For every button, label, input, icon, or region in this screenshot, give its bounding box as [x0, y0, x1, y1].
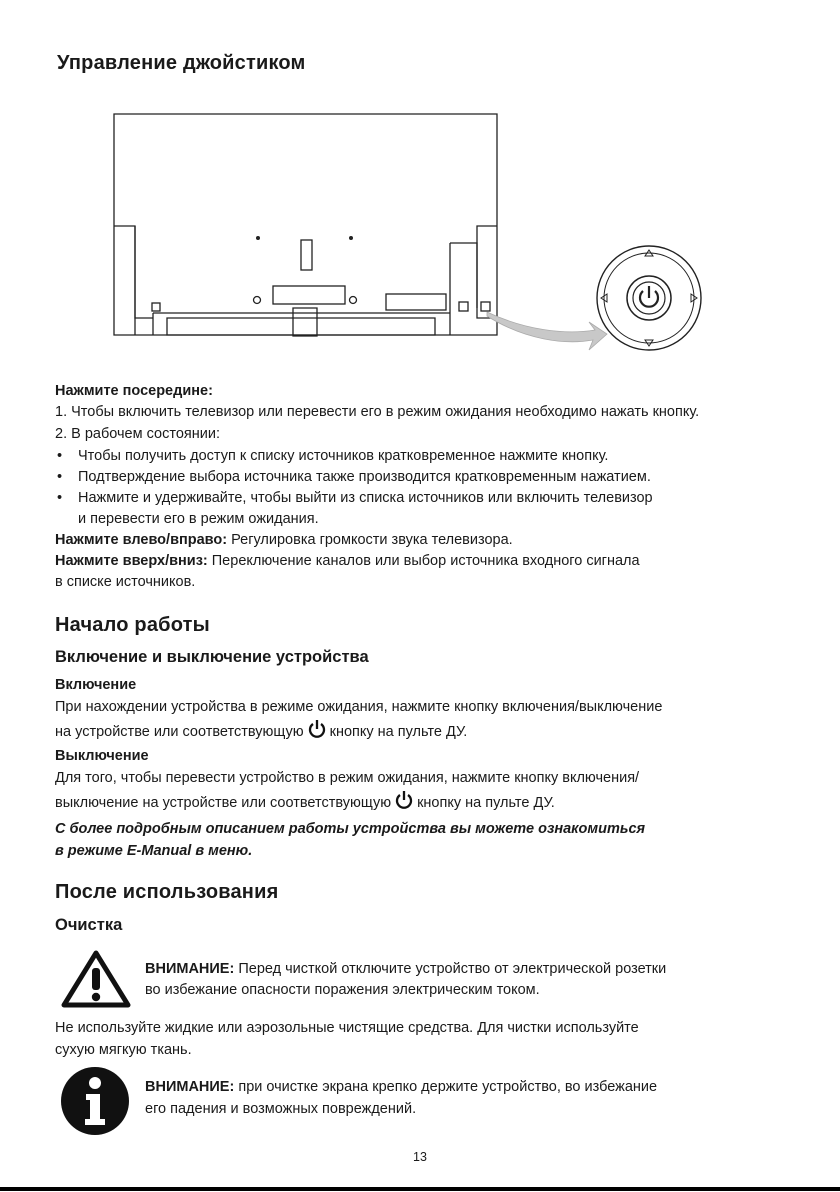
power-on-line-1: При нахождении устройства в режиме ожидания, нажмите кнопку включения/выключение: [55, 699, 663, 715]
info-icon: [60, 1066, 130, 1136]
press-center-heading: Нажмите посередине:: [55, 383, 213, 399]
left-right-instruction: [55, 530, 513, 551]
power-off-line-1: Для того, чтобы перевести устройство в режим ожидания, нажмите кнопку включения/: [55, 770, 640, 786]
power-icon: [306, 719, 328, 739]
page-number: 13: [413, 1150, 427, 1164]
section-title-getting-started: Начало работы: [55, 614, 210, 636]
power-off-line-2: [55, 790, 555, 814]
bullet-item: Чтобы получить доступ к списку источников кратковременное нажмите кнопку.: [78, 448, 609, 464]
power-off-line-2a: выключение на устройстве или соответствующую: [55, 795, 392, 811]
warning-1-line-1: [145, 959, 666, 980]
instruction-line-1: 1. Чтобы включить телевизор или перевести его в режим ожидания необходимо нажать кнопку.: [55, 404, 700, 420]
footer-rule: [0, 1187, 840, 1191]
cleaning-body-line-2: сухую мягкую ткань.: [55, 1042, 192, 1058]
power-icon: [393, 790, 415, 810]
tv-back-illustration: [105, 108, 505, 348]
bullet-item: Нажмите и удерживайте, чтобы выйти из списка источников или включить телевизор: [78, 490, 653, 506]
up-down-continuation: в списке источников.: [55, 574, 196, 590]
bullet-marker: •: [57, 469, 63, 485]
instruction-line-2: 2. В рабочем состоянии:: [55, 426, 220, 442]
power-on-line-2: [55, 719, 467, 743]
section-title-joystick: Управление джойстиком: [57, 52, 306, 74]
warning-1-text: Перед чисткой отключите устройство от электрической розетки: [234, 961, 667, 977]
cleaning-body-line-1: Не используйте жидкие или аэрозольные чистящие средства. Для чистки используйте: [55, 1020, 639, 1036]
bullet-item: Подтверждение выбора источника также производится кратковременным нажатием.: [78, 469, 651, 485]
up-down-text: Переключение каналов или выбор источника входного сигнала: [207, 553, 640, 569]
warning-triangle-icon: [61, 950, 131, 1008]
joystick-button-icon: [594, 243, 704, 353]
bullet-marker: •: [57, 490, 63, 506]
power-off-line-2b: кнопку на пульте ДУ.: [417, 795, 555, 811]
warning-1-line-2: во избежание опасности поражения электрическим током.: [145, 982, 540, 998]
left-right-text: Регулировка громкости звука телевизора.: [227, 532, 513, 548]
warning-2-line-2: его падения и возможных повреждений.: [145, 1101, 417, 1117]
bullet-marker: •: [57, 448, 63, 464]
left-right-label: Нажмите влево/вправо:: [55, 532, 228, 548]
power-on-line-2a: на устройстве или соответствующую: [55, 724, 304, 740]
up-down-label: Нажмите вверх/вниз:: [55, 553, 208, 569]
manual-note-line-2: в режиме E-Manual в меню.: [55, 843, 253, 859]
pointer-arrow: [485, 300, 610, 360]
warning-2-label: ВНИМАНИЕ:: [145, 1079, 235, 1095]
cleaning-heading: Очистка: [55, 916, 123, 934]
power-on-line-2b: кнопку на пульте ДУ.: [329, 724, 468, 740]
warning-2-line-1: [145, 1077, 657, 1098]
section-title-after-use: После использования: [55, 881, 279, 903]
up-down-instruction: [55, 551, 640, 572]
bullet-item-continuation: и перевести его в режим ожидания.: [78, 511, 319, 527]
manual-note-line-1: С более подробным описанием работы устройства вы можете ознакомиться: [55, 821, 646, 837]
warning-2-text: при очистке экрана крепко держите устройство, во избежание: [234, 1079, 658, 1095]
power-off-heading: Выключение: [55, 748, 149, 764]
warning-1-label: ВНИМАНИЕ:: [145, 961, 235, 977]
subsection-title-power: Включение и выключение устройства: [55, 648, 369, 666]
power-on-heading: Включение: [55, 677, 137, 693]
